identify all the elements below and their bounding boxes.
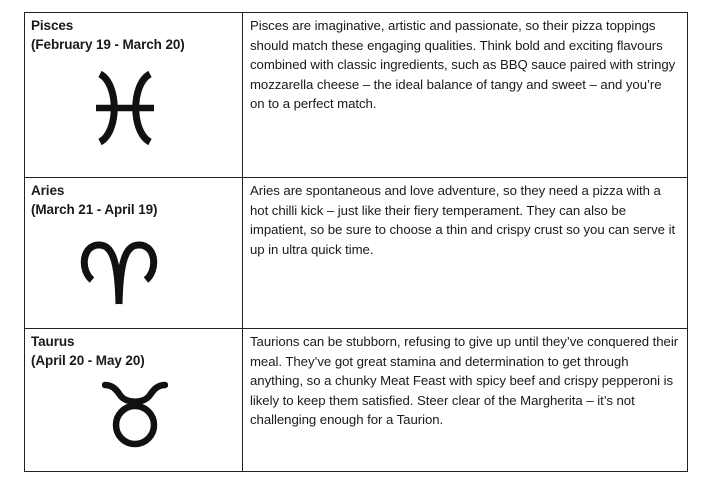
sign-dates: (March 21 - April 19) <box>31 202 158 217</box>
taurus-symbol-icon <box>102 377 168 449</box>
aries-symbol-icon <box>80 240 158 306</box>
table-row <box>25 178 688 329</box>
description-cell: Pisces are imaginative, artistic and passionate, so their pizza toppings should match these engaging qualities. Think bold and exciting flavours combined with classic ingredients, such as BBQ sauce paired with stringy mozzarella cheese – the ideal balance of tangy and sweet – and you’re on to a perfect match. <box>243 13 688 178</box>
zodiac-pizza-table <box>24 12 688 472</box>
description-cell: Aries are spontaneous and love adventure, so they need a pizza with a hot chilli kick – just like their fiery temperament. They can also be impatient, so be sure to choose a thin and crispy crust so you can serve it up in ultra quick time. <box>243 178 688 329</box>
table-row <box>25 329 688 472</box>
sign-name: Pisces <box>31 18 74 33</box>
sign-cell <box>25 13 243 178</box>
sign-name: Aries <box>31 183 65 198</box>
sign-cell <box>25 329 243 472</box>
sign-name: Taurus <box>31 334 75 349</box>
table-row <box>25 13 688 178</box>
sign-dates: (February 19 - March 20) <box>31 37 185 52</box>
sign-cell <box>25 178 243 329</box>
description-cell: Taurions can be stubborn, refusing to give up until they’ve conquered their meal. They’ve got great stamina and determination to get through anything, so a chunky Meat Feast with spicy beef and crispy pepperoni is likely to keep them satisfied. Steer clear of the Margherita – it’s not challenging enough for a Taurion. <box>243 329 688 472</box>
sign-dates: (April 20 - May 20) <box>31 353 145 368</box>
pisces-symbol-icon <box>93 71 157 145</box>
